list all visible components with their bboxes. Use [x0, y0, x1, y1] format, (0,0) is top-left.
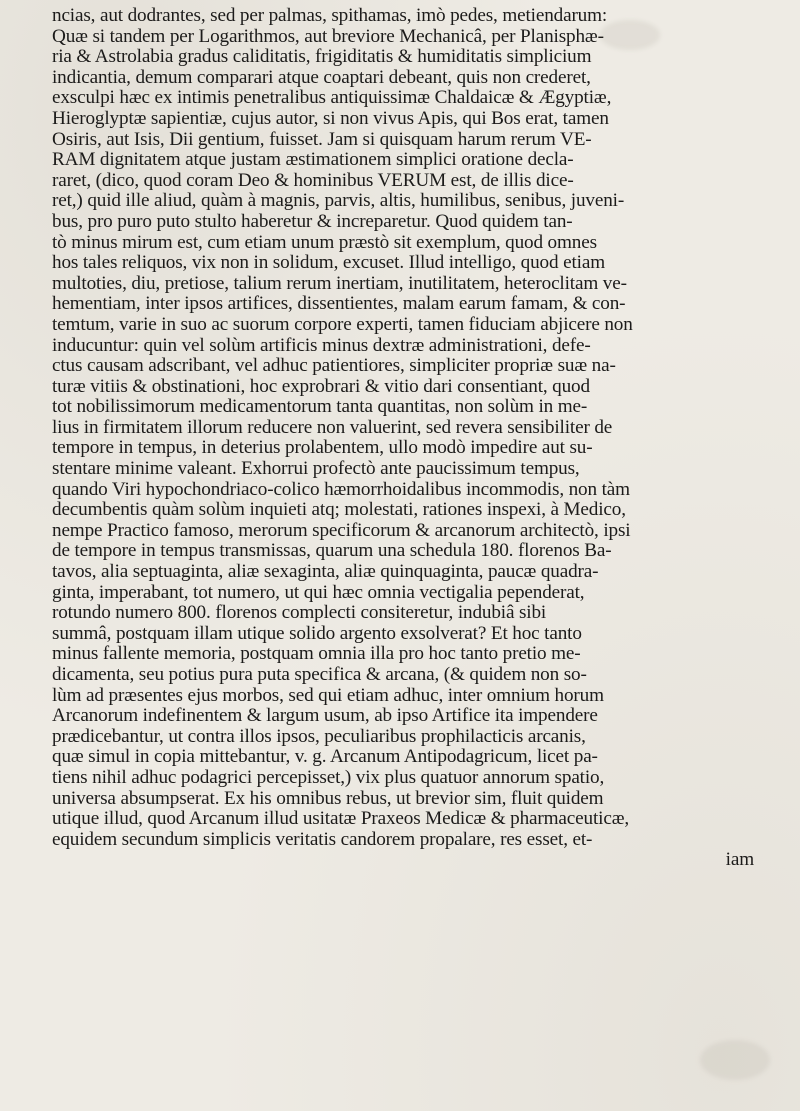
text-line: utique illud, quod Arcanum illud usitatæ Praxeos Medicæ & pharmaceuticæ,: [52, 809, 629, 830]
text-line: Arcanorum indefinentem & largum usum, ab ipso Artifice ita impendere: [52, 706, 598, 727]
text-line: equidem secundum simplicis veritatis candorem propalare, res esset, et-: [52, 829, 593, 850]
text-line: RAM dignitatem atque justam æstimationem simplici oratione decla-: [52, 150, 574, 171]
text-line: ria & Astrolabia gradus caliditatis, frigiditatis & humiditatis simplicium: [52, 47, 592, 68]
text-line: indicantia, demum comparari atque coaptari debeant, quis non crederet,: [52, 67, 591, 88]
text-line: Osiris, aut Isis, Dii gentium, fuisset. Jam si quisquam harum rerum VE-: [52, 129, 592, 150]
text-line: temtum, varie in suo ac suorum corpore experti, tamen fiduciam abjicere non: [52, 314, 633, 335]
text-line: Hieroglyptæ sapientiæ, cujus autor, si non vivus Apis, qui Bos erat, tamen: [52, 108, 609, 129]
text-line: dicamenta, seu potius pura puta specifica & arcana, (& quidem non so-: [52, 665, 587, 685]
text-line: tò minus mirum est, cum etiam unum præstò sit exemplum, quod omnes: [52, 232, 597, 253]
text-line: prædicebantur, ut contra illos ipsos, peculiaribus prophilacticis arcanis,: [52, 726, 586, 747]
text-line: multoties, diu, pretiose, talium rerum inertiam, inutilitatem, heteroclitam ve-: [52, 273, 627, 294]
text-line: rotundo numero 800. florenos complecti consiteretur, indubiâ sibi: [52, 603, 547, 624]
text-line: summâ, postquam illam utique solido argento exsolverat? Et hoc tanto: [52, 623, 582, 644]
text-line: tot nobilissimorum medicamentorum tanta quantitas, non solùm in me-: [52, 397, 588, 418]
text-line: stentare minime valeant. Exhorrui profectò ante paucissimum tempus,: [52, 459, 580, 480]
text-line: minus fallente memoria, postquam omnia illa pro hoc tanto pretio me-: [52, 644, 581, 665]
text-line: ginta, imperabant, tot numero, ut qui hæc omnia vectigalia pependerat,: [52, 582, 585, 603]
document-text: [52, 6, 782, 871]
text-line: tempore in tempus, in deterius prolabentem, ullo modò impedire aut su-: [52, 438, 593, 459]
text-line: ctus causam adscribant, vel adhuc patientiores, simpliciter propriæ suæ na-: [52, 356, 616, 377]
text-line: turæ vitiis & obstinationi, hoc exprobrari & vitio dari consentiant, quod: [52, 376, 590, 397]
text-line: quæ simul in copia mittebantur, v. g. Arcanum Antipodagricum, licet pa-: [52, 747, 598, 768]
text-line: decumbentis quàm solùm inquieti atq; molestati, rationes inspexi, à Medico,: [52, 500, 626, 521]
text-line: quando Viri hypochondriaco-colico hæmorrhoidalibus incommodis, non tàm: [52, 479, 630, 500]
text-line: ret,) quid ille aliud, quàm à magnis, parvis, altis, humilibus, senibus, juveni-: [52, 191, 625, 212]
text-line: ncias, aut dodrantes, sed per palmas, spithamas, imò pedes, metiendarum:: [52, 6, 608, 26]
text-line: inducuntur: quin vel solùm artificis minus dextræ administrationi, defe-: [52, 335, 591, 356]
text-line: exsculpi hæc ex intimis penetralibus antiquissimæ Chaldaicæ & Ægyptiæ,: [52, 88, 612, 109]
text-line: lùm ad præsentes ejus morbos, sed qui etiam adhuc, inter omnium horum: [52, 685, 604, 706]
text-line: de tempore in tempus transmissas, quarum una schedula 180. florenos Ba-: [52, 541, 612, 562]
text-line: nempe Practico famoso, merorum specificorum & arcanorum architectò, ipsi: [52, 520, 631, 541]
text-line: hementiam, inter ipsos artifices, dissentientes, malam earum famam, & con-: [52, 294, 626, 315]
text-line: Quæ si tandem per Logarithmos, aut breviore Mechanicâ, per Planisphæ-: [52, 26, 604, 47]
page-stain: [700, 1040, 770, 1080]
text-line: universa absumpserat. Ex his omnibus rebus, ut brevior sim, fluit quidem: [52, 788, 604, 809]
text-line: tiens nihil adhuc podagrici percepisset,) vix plus quatuor annorum spatio,: [52, 767, 605, 788]
text-line: bus, pro puro puto stulto haberetur & increparetur. Quod quidem tan-: [52, 211, 573, 232]
catchword: iam: [725, 850, 754, 871]
text-line: lius in firmitatem illorum reducere non valuerint, sed revera sensibiliter de: [52, 417, 613, 438]
text-line: hos tales reliquos, vix non in solidum, excuset. Illud intelligo, quod etiam: [52, 253, 605, 274]
text-line: tavos, alia septuaginta, aliæ sexaginta, aliæ quinquaginta, paucæ quadra-: [52, 562, 599, 583]
text-line: raret, (dico, quod coram Deo & hominibus VERUM est, de illis dice-: [52, 170, 574, 191]
